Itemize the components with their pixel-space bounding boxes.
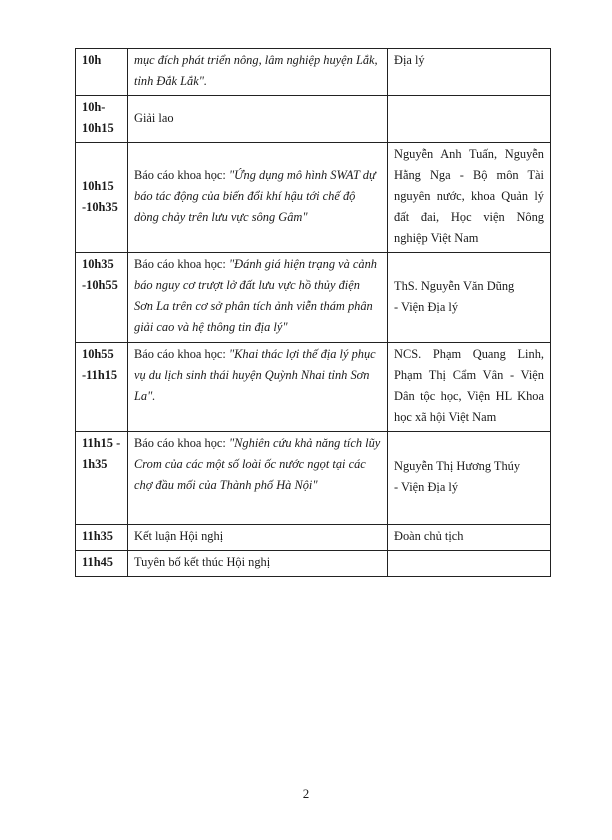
presenter-cell	[388, 432, 551, 525]
report-title: "Khai thác lợi thế địa lý phục vụ du lịch sinh thái huyện Quỳnh Nhai tỉnh Sơn La".	[134, 347, 376, 403]
time-cell: 10h35 -10h55	[76, 253, 128, 343]
table-row	[76, 551, 551, 577]
content-cell	[128, 253, 388, 343]
time-cell: 11h15 - 1h35	[76, 432, 128, 525]
report-title: mục đích phát triển nông, lâm nghiệp huyện Lắk, tỉnh Đắk Lắk".	[134, 53, 378, 88]
content-cell: Giải lao	[128, 96, 388, 143]
report-label: Báo cáo khoa học:	[134, 436, 229, 450]
table-row	[76, 253, 551, 343]
content-cell: Kết luận Hội nghị	[128, 525, 388, 551]
content-cell	[128, 343, 388, 432]
table-row	[76, 96, 551, 143]
presenter-name: ThS. Nguyễn Văn Dũng	[394, 278, 515, 293]
table-row	[76, 525, 551, 551]
table-row	[76, 343, 551, 432]
presenter-cell	[388, 96, 551, 143]
time-cell: 11h45	[76, 551, 128, 577]
report-title: "Nghiên cứu khả năng tích lũy Crom của các một số loài ốc nước ngọt tại các chợ đầu mối của Thành phố Hà Nội"	[134, 436, 381, 492]
content-cell: Tuyên bố kết thúc Hội nghị	[128, 551, 388, 577]
presenter-cell: Nguyễn Anh Tuấn, Nguyễn Hằng Nga - Bộ môn Tài nguyên nước, khoa Quản lý đất đai, Học viện Nông nghiệp Việt Nam	[388, 143, 551, 253]
content-cell	[128, 49, 388, 96]
report-label: Báo cáo khoa học:	[134, 347, 229, 361]
time-cell: 10h- 10h15	[76, 96, 128, 143]
presenter-affiliation: - Viện Địa lý	[394, 480, 459, 494]
report-label: Báo cáo khoa học:	[134, 257, 229, 271]
time-cell: 10h15 -10h35	[76, 143, 128, 253]
presenter-affiliation: - Viện Địa lý	[394, 299, 459, 314]
table-row	[76, 432, 551, 525]
time-cell: 10h55 -11h15	[76, 343, 128, 432]
page-number: 2	[302, 786, 310, 801]
time-cell: 10h	[76, 49, 128, 96]
content-cell	[128, 143, 388, 253]
presenter-cell: Đoàn chủ tịch	[388, 525, 551, 551]
table-row	[76, 143, 551, 253]
presenter-name: Nguyễn Thị Hương Thúy	[394, 459, 521, 473]
table-row	[76, 49, 551, 96]
time-cell: 11h35	[76, 525, 128, 551]
presenter-cell	[388, 253, 551, 343]
presenter-cell: Địa lý	[388, 49, 551, 96]
report-label: Báo cáo khoa học:	[134, 168, 229, 182]
presenter-cell	[388, 551, 551, 577]
content-cell	[128, 432, 388, 525]
report-title: "Ứng dụng mô hình SWAT dự báo tác động của biến đổi khí hậu tới chế độ dòng chảy trên lưu vực sông Gâm"	[134, 168, 376, 224]
presenter-cell: NCS. Phạm Quang Linh, Phạm Thị Cẩm Vân - Viện Dân tộc học, Viện HL Khoa học xã hội Việt Nam	[388, 343, 551, 432]
report-title: "Đánh giá hiện trạng và cảnh báo nguy cơ trượt lở đất lưu vực hồ thủy điện Sơn La trên cơ sở phân tích ảnh viễn thám phân giải cao và hệ thông tin địa lý"	[134, 257, 377, 334]
schedule-table	[75, 48, 551, 577]
